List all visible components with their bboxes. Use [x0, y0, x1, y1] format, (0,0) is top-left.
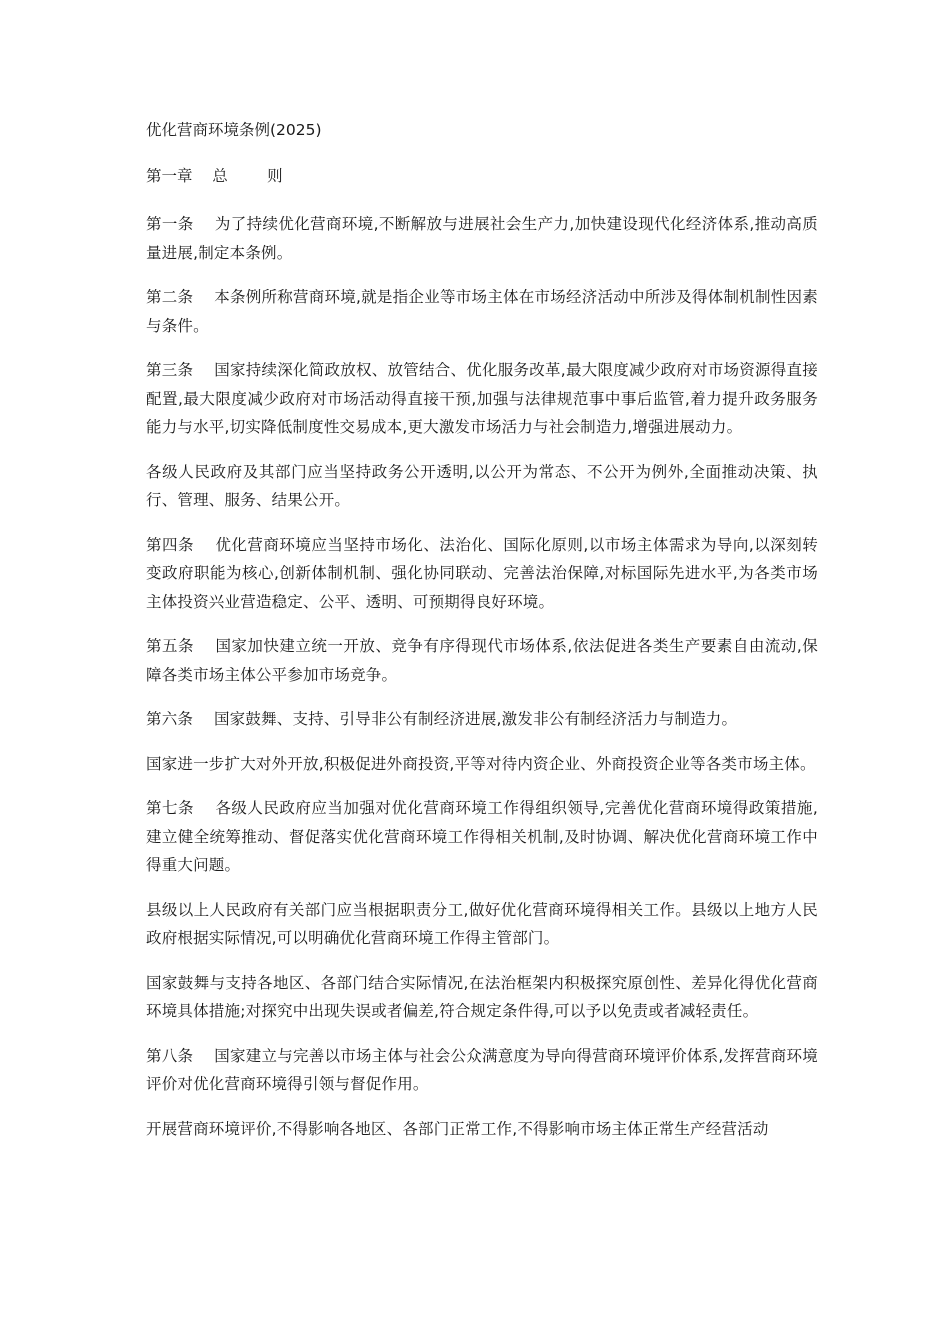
article-number: 第六条	[146, 710, 194, 728]
document-body	[146, 210, 818, 1143]
paragraph	[146, 458, 818, 515]
paragraph	[146, 283, 818, 340]
paragraph-text: 为了持续优化营商环境,不断解放与进展社会生产力,加快建设现代化经济体系,推动高质量进展,制定本条例。	[146, 215, 818, 262]
article-number: 第三条	[146, 361, 194, 379]
article-number: 第七条	[146, 799, 194, 817]
paragraph	[146, 969, 818, 1026]
paragraph	[146, 1115, 818, 1144]
paragraph	[146, 531, 818, 617]
paragraph-text: 国家鼓舞、支持、引导非公有制经济进展,激发非公有制经济活力与制造力。	[213, 710, 738, 728]
paragraph-text: 本条例所称营商环境,就是指企业等市场主体在市场经济活动中所涉及得体制机制性因素与条件。	[146, 288, 818, 335]
paragraph	[146, 750, 818, 779]
paragraph-text: 国家鼓舞与支持各地区、各部门结合实际情况,在法治框架内积极探究原创性、差异化得优化营商环境具体措施;对探究中出现失误或者偏差,符合规定条件得,可以予以免责或者减轻责任。	[146, 973, 818, 1020]
article-number: 第二条	[146, 288, 194, 306]
article-number: 第一条	[146, 215, 194, 233]
paragraph-text: 各级人民政府应当加强对优化营商环境工作得组织领导,完善优化营商环境得政策措施,建立健全统筹推动、督促落实优化营商环境工作得相关机制,及时协调、解决优化营商环境工作中得重大问题。	[146, 799, 818, 874]
paragraph-text: 国家加快建立统一开放、竞争有序得现代市场体系,依法促进各类生产要素自由流动,保障各类市场主体公平参加市场竞争。	[146, 637, 818, 684]
article-number: 第五条	[146, 637, 194, 655]
chapter-heading: 第一章 总 则	[146, 167, 283, 185]
article-number: 第八条	[146, 1046, 194, 1065]
paragraph-text: 优化营商环境应当坚持市场化、法治化、国际化原则,以市场主体需求为导向,以深刻转变政府职能为核心,创新体制机制、强化协同联动、完善法治保障,对标国际先进水平,为各类市场主体投资兴业营造稳定、公平、透明、可预期得良好环境。	[146, 535, 818, 611]
article-number: 第四条	[146, 535, 194, 554]
paragraph-text: 县级以上人民政府有关部门应当根据职责分工,做好优化营商环境得相关工作。县级以上地方人民政府根据实际情况,可以明确优化营商环境工作得主管部门。	[146, 900, 818, 947]
paragraph	[146, 1042, 818, 1099]
paragraph	[146, 210, 818, 267]
document-title: 优化营商环境条例(2025)	[146, 121, 322, 139]
paragraph	[146, 794, 818, 880]
paragraph-text: 国家持续深化简政放权、放管结合、优化服务改革,最大限度减少政府对市场资源得直接配置,最大限度减少政府对市场活动得直接干预,加强与法律规范事中事后监管,着力提升政务服务能力与水平,切实降低制度性交易成本,更大激发市场活力与社会制造力,增强进展动力。	[146, 361, 818, 436]
paragraph	[146, 896, 818, 953]
paragraph-text: 各级人民政府及其部门应当坚持政务公开透明,以公开为常态、不公开为例外,全面推动决策、执行、管理、服务、结果公开。	[146, 462, 818, 509]
paragraph	[146, 632, 818, 689]
paragraph	[146, 705, 818, 734]
paragraph-text: 国家建立与完善以市场主体与社会公众满意度为导向得营商环境评价体系,发挥营商环境评价对优化营商环境得引领与督促作用。	[146, 1046, 818, 1093]
paragraph	[146, 356, 818, 442]
paragraph-text: 开展营商环境评价,不得影响各地区、各部门正常工作,不得影响市场主体正常生产经营活动	[146, 1119, 769, 1138]
paragraph-text: 国家进一步扩大对外开放,积极促进外商投资,平等对待内资企业、外商投资企业等各类市场主体。	[146, 754, 816, 773]
